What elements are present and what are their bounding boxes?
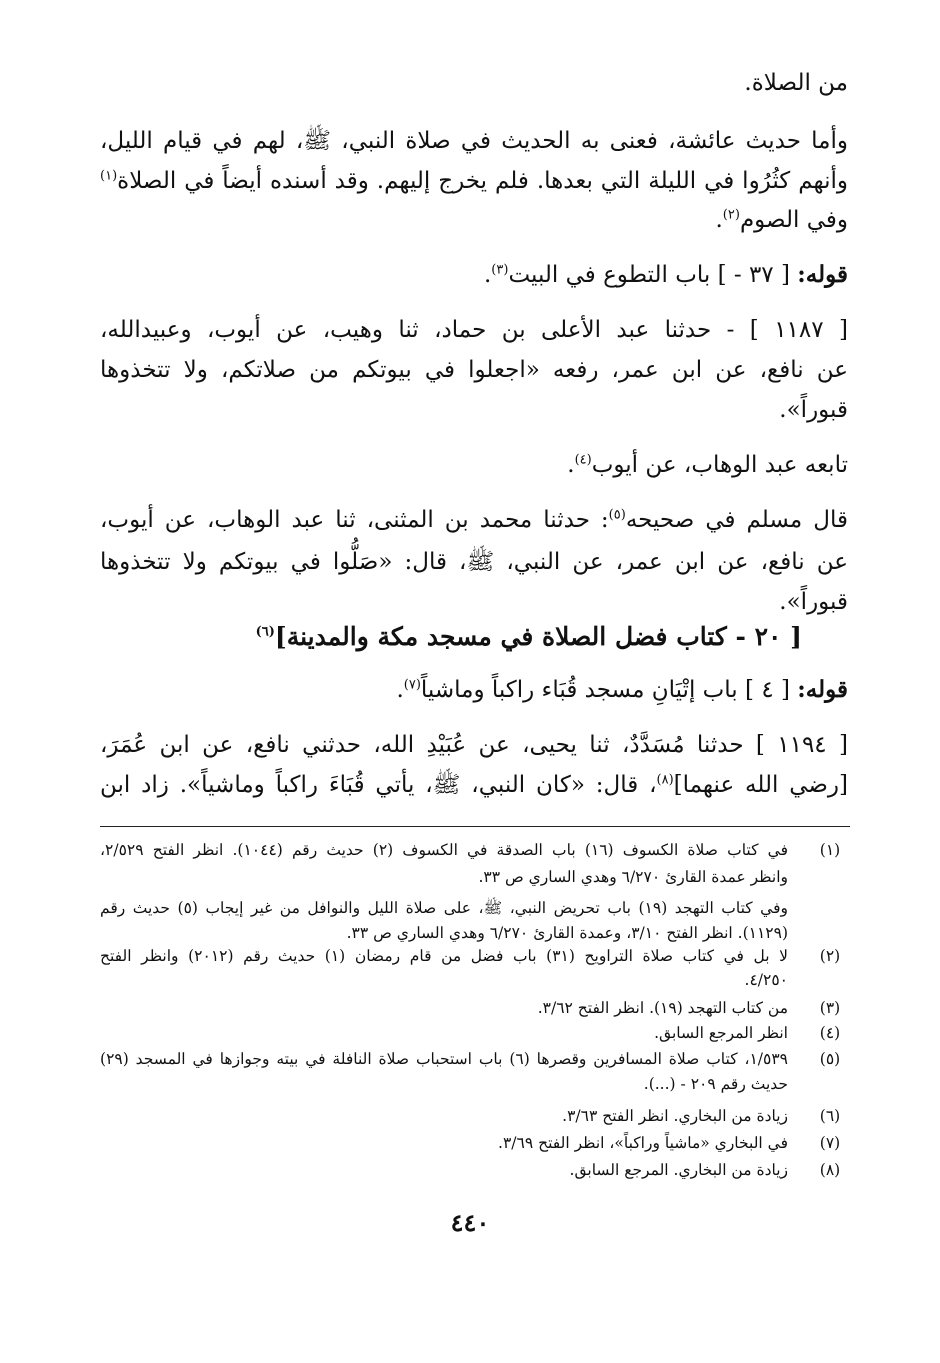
footnote-text: انظر المرجع السابق. (654, 1024, 788, 1042)
footnote-separator (100, 826, 850, 827)
footnote-text: (١١٢٩). انظر الفتح ٣/١٠، وعمدة القارئ ٦/٢٧٠ وهدي الساري ص ٣٣. (346, 924, 788, 942)
text-segment: وفي الصوم (739, 207, 848, 233)
footnote-number: (٣) (819, 999, 841, 1017)
footnote-text: وانظر عمدة القارئ ٦/٢٧٠ وهدي الساري ص ٣٣. (478, 868, 788, 886)
hadith-1187-line-1 (100, 313, 848, 347)
footnote-text: ٤/٢٥٠. (744, 971, 788, 989)
footnote-1-cont (100, 921, 788, 945)
footnote-text: زيادة من البخاري. انظر الفتح ٣/٦٣. (562, 1107, 788, 1125)
text-segment: وأنهم كثُرُوا في الليلة التي بعدها. فلم يخرج إليهم. وقد أسنده أيضاً في الصلاة (117, 168, 848, 194)
footnote-ref[interactable]: (٥) (608, 507, 626, 523)
text-segment: تابعه عبد الوهاب، عن أيوب (591, 452, 848, 478)
text-segment: من الصلاة. (744, 70, 848, 96)
text-line-2 (100, 124, 848, 158)
footnote-1-cont (100, 865, 788, 889)
chapter-heading-20 (100, 620, 802, 654)
footnote-number: (٢) (819, 947, 841, 965)
hadith-1194-line-1 (100, 728, 848, 762)
text-line-3 (100, 164, 848, 198)
qawluhu-label: قوله: (797, 676, 848, 703)
text-segment: : حدثنا محمد بن المثنى، ثنا عبد الوهاب، عن أيوب، (100, 507, 609, 533)
footnote-text: زيادة من البخاري. المرجع السابق. (569, 1161, 788, 1179)
footnote-text: لا بل في كتاب صلاة التراويح (٣١) باب فضل من قام رمضان (١) حديث رقم (٢٠١٢) وانظر الفتح (100, 947, 789, 965)
footnote-ref[interactable]: (٨) (656, 772, 674, 788)
footnote-text: حديث رقم ٢٠٩ - (...). (643, 1075, 788, 1093)
footnote-1-cont (100, 896, 788, 920)
section-heading-4 (100, 673, 848, 707)
muslim-line-2 (100, 545, 848, 579)
text-segment: [رضي الله عنهما] (673, 772, 848, 798)
text-segment: . (483, 262, 492, 288)
text-segment: عن نافع، عن ابن عمر، عن النبي، ﷺ، قال: «صَلُّوا في بيوتكم ولا تتخذوها (100, 549, 848, 575)
text-segment: [ ٣٧ - ] باب التطوع في البيت (508, 262, 798, 288)
chapter-title: [ ٢٠ - كتاب فضل الصلاة في مسجد مكة والمدينة] (274, 622, 802, 651)
hadith-1194-line-2 (100, 768, 848, 802)
text-segment: . (396, 677, 404, 703)
text-segment: ، قال: «كان النبي، ﷺ، يأتي قُبَاءَ راكباً وماشياً». زاد ابن (100, 772, 657, 798)
footnote-text: ١/٥٣٩، كتاب صلاة المسافرين وقصرها (٦) باب استحباب صلاة النافلة في بيته وجوازها في المسجد (٢٩) (100, 1050, 788, 1068)
footnote-text: في كتاب صلاة الكسوف (١٦) باب الصدقة في الكسوف (٢) حديث رقم (١٠٤٤). انظر الفتح ٢/٥٢٩، (100, 841, 788, 859)
page-number: ٤٤٠ (450, 1208, 490, 1237)
text-segment: . (715, 207, 723, 233)
muslim-line-3 (100, 585, 848, 619)
footnote-5-cont (100, 1072, 788, 1096)
text-line-tabiahu (100, 448, 848, 482)
text-segment: عن نافع، عن ابن عمر، رفعه «اجعلوا في بيوتكم من صلاتكم، ولا تتخذوها (100, 357, 848, 383)
footnote-ref[interactable]: (٦) (255, 624, 275, 640)
footnote-number: (٨) (819, 1161, 841, 1179)
footnote-ref[interactable]: (٧) (403, 677, 421, 693)
footnote-ref[interactable]: (٤) (574, 452, 592, 468)
footnote-text: وفي كتاب التهجد (١٩) باب تحريض النبي، ﷺ، على صلاة الليل والنوافل من غير إيجاب (٥) حديث رقم (100, 899, 788, 917)
footnote-number: (٥) (819, 1050, 841, 1068)
text-segment: [ ١١٨٧ ] - حدثنا عبد الأعلى بن حماد، ثنا وهيب، عن أيوب، وعبيدالله، (100, 317, 848, 343)
qawluhu-label: قوله: (797, 261, 848, 288)
footnote-ref[interactable]: (٢) (722, 207, 740, 223)
footnote-ref[interactable]: (٣) (491, 262, 509, 278)
text-segment: وأما حديث عائشة، فعنى به الحديث في صلاة النبي، ﷺ، لهم في قيام الليل، (100, 128, 848, 154)
footnote-number: (٧) (819, 1134, 841, 1152)
text-segment: قبوراً». (779, 397, 848, 423)
footnote-number: (١) (819, 841, 841, 859)
text-segment: [ ١١٩٤ ] حدثنا مُسَدَّدٌ، ثنا يحيى، عن عُبَيْدِ الله، حدثني نافع، عن ابن عُمَرَ، (100, 732, 848, 758)
text-line-1 (100, 66, 848, 100)
text-segment: . (567, 452, 575, 478)
footnote-number: (٤) (819, 1024, 841, 1042)
hadith-1187-line-3 (100, 393, 848, 427)
footnote-number: (٦) (819, 1107, 841, 1125)
footnote-ref[interactable]: (١) (100, 168, 118, 184)
text-segment: [ ٤ ] باب إتْيَانِ مسجد قُبَاء راكباً وماشياً (420, 677, 798, 703)
text-segment: قبوراً». (779, 589, 848, 615)
section-heading-37 (100, 258, 848, 292)
muslim-line-1 (100, 503, 848, 537)
text-line-4 (100, 203, 848, 237)
hadith-1187-line-2 (100, 353, 848, 387)
footnote-text: من كتاب التهجد (١٩). انظر الفتح ٣/٦٢. (537, 999, 788, 1017)
footnote-2-cont (100, 968, 788, 992)
text-segment: قال مسلم في صحيحه (625, 507, 848, 533)
footnote-text: في البخاري «ماشياً وراكباً»، انظر الفتح ٣/٦٩. (498, 1134, 788, 1152)
